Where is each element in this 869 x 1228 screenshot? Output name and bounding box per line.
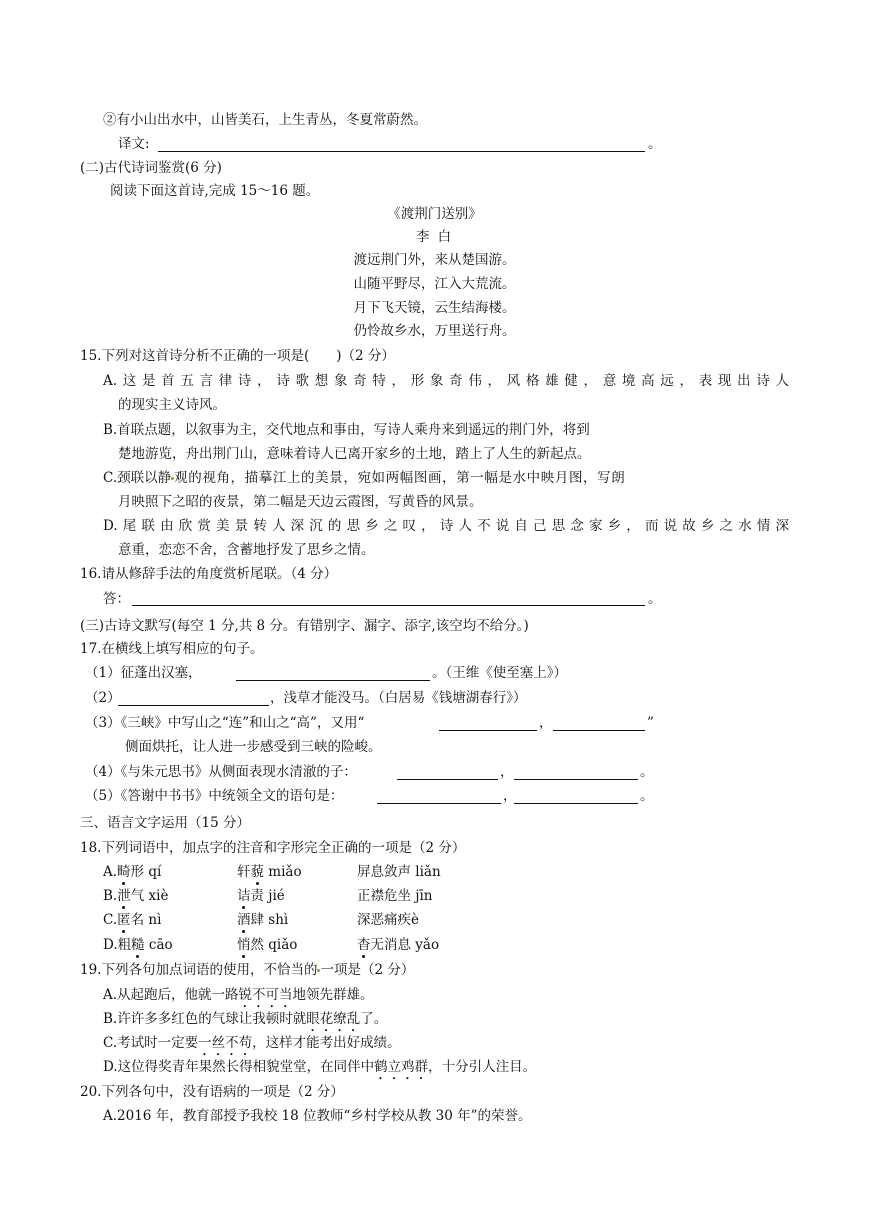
q19-option-a: A.从起跑后，他就一路锐不可当地领先群雄。 [103, 987, 374, 1003]
q15-option-d-line2: 意重，恋恋不舍，含蓄地抒发了思乡之情。 [118, 542, 375, 558]
q15-option-a-line1: A.这是首五言律诗，诗歌想象奇特，形象奇伟，风格雄健，意境高远，表现出诗人 [103, 373, 789, 389]
poem-author: 李 白 [415, 229, 454, 245]
q18-b-word1: B.泄气 xiè [103, 888, 169, 904]
q15-option-b-line1: B.首联点题，以叙事为主，交代地点和事由，写诗人乘舟来到遥远的荆门外，将到 [103, 422, 590, 438]
q17-item1-prefix: （1）征蓬出汉塞， [85, 665, 202, 681]
q18-stem: 18.下列词语中，加点字的注音和字形完全正确的一项是（2 分） [80, 840, 466, 856]
q19-option-d: D.这位得奖青年果然长得相貌堂堂，在同伴中鹤立鸡群，十分引人注目。 [103, 1059, 537, 1075]
q17-item3-comma: ， [539, 715, 553, 731]
q15-option-c-part1: C.颈联以静 [103, 470, 172, 486]
q18-d-word3: 杳无消息 yǎo [357, 937, 440, 953]
q20-option-a: A.2016 年，教育部授予我校 18 位教师“乡村学校从教 30 年”的荣誉。 [103, 1108, 532, 1124]
q17-item3-line2: 侧面烘托，让人进一步感受到三峡的险峻。 [125, 739, 382, 755]
q15-option-c-line1 [103, 468, 625, 488]
q17-item4-prefix: （4）《与朱元思书》从侧面表现水清澈的子： [85, 764, 357, 780]
translation-label: 译文: [118, 136, 150, 152]
q19-option-b: B.许许多多红色的气球让我顿时就眼花缭乱了。 [103, 1011, 388, 1027]
q15-option-b-line2: 楚地游览，舟出荆门山，意味着诗人已离开家乡的土地，踏上了人生的新起点。 [118, 446, 591, 462]
q17-item5-prefix: （5）《答谢中书书》中统领全文的语句是： [85, 788, 344, 804]
q17-item2-prefix: （2） [85, 690, 121, 706]
poem-line-3: 月下飞天镜，云生结海楼。 [353, 300, 516, 316]
q17-stem: 17.在横线上填写相应的句子。 [80, 641, 264, 657]
q17-item3-prefix: （3）《三峡》中写山之“连”和山之“高”，又用“ [85, 715, 365, 731]
translation-end-mark: 。 [648, 136, 662, 152]
q18-a-word1: A.畸形 qí [103, 864, 162, 880]
q17-item4-comma: ， [500, 764, 514, 780]
q15-option-d-line1: D.尾联由欣赏美景转人深沉的思乡之叹，诗人不说自己思念家乡，而说故乡之水情深 [103, 518, 789, 534]
q17-item2-blank[interactable] [118, 705, 269, 706]
q16-stem: 16.请从修辞手法的角度赏析尾联。（4 分） [80, 566, 338, 582]
q18-b-word2: 诘责 jié [237, 888, 285, 904]
q18-c-word3: 深恶痛疾è [357, 912, 419, 928]
q17-item4-blank-2[interactable] [514, 779, 638, 780]
q17-item5-comma: ， [503, 788, 517, 804]
q18-c-word1: C.匿名 nì [103, 912, 162, 928]
q17-item5-blank-2[interactable] [514, 803, 638, 804]
q18-d-word1: D.粗糙 cāo [103, 937, 173, 953]
q16-answer-label: 答： [103, 591, 130, 607]
q18-c-word2: 酒肆 shì [237, 912, 289, 928]
q18-b-word3: 正襟危坐 jīn [357, 888, 433, 904]
q17-item2-suffix: ，浅草才能没马。（白居易《钱塘湖春行》） [270, 690, 527, 706]
q18-d-word2: 悄然 qiǎo [237, 937, 298, 953]
poem-title: 《渡荆门送别》 [387, 206, 482, 222]
q19-option-c: C.考试时一定要一丝不苟，这样才能考出好成绩。 [103, 1035, 401, 1051]
poem-line-2: 山随平野尽，江入大荒流。 [353, 276, 516, 292]
q17-item1-suffix: 。（王维《使至塞上》） [432, 665, 567, 681]
section-heading-poetry: (二)古代诗词鉴赏(6 分) [80, 160, 222, 176]
q15-option-c-part2: 观的视角，描摹江上的美景，宛如两幅图画，第一幅是水中映月图，写朗 [174, 470, 626, 486]
part3-heading: 三、语言文字运用（15 分） [80, 815, 250, 831]
q15-stem: 15.下列对这首诗分析不正确的一项是( )（2 分） [80, 348, 395, 364]
q20-stem: 20.下列各句中，没有语病的一项是（2 分） [80, 1084, 344, 1100]
q16-answer-line[interactable] [132, 605, 645, 606]
poem-line-1: 渡远荆门外，来从楚国游。 [353, 252, 516, 268]
q17-item4-end-mark: 。 [640, 764, 654, 780]
section-heading-dictation: (三)古诗文默写(每空 1 分,共 8 分。有错别字、漏字、添字,该空均不给分。) [80, 618, 529, 634]
poem-line-4: 仍怜故乡水，万里送行舟。 [353, 323, 516, 339]
q16-end-mark: 。 [648, 591, 662, 607]
q17-item5-blank-1[interactable] [377, 803, 501, 804]
q17-item5-end-mark: 。 [640, 788, 654, 804]
q17-item3-blank-2[interactable] [553, 730, 645, 731]
classical-sentence-2: ②有小山出水中，山皆美石，上生青丛，冬夏常蔚然。 [103, 112, 427, 128]
q19-stem: 19.下列各句加点词语的使用，不恰当的 一项是（2 分） [80, 962, 415, 978]
q15-option-c-line2: 月映照下之昭的夜景，第二幅是天边云霞图，写黄昏的风景。 [118, 494, 483, 510]
q17-item3-endquote: ” [647, 715, 654, 731]
translation-answer-line[interactable] [158, 151, 645, 152]
poetry-intro: 阅读下面这首诗,完成 15～16 题。 [110, 183, 320, 199]
q17-item4-blank-1[interactable] [397, 779, 498, 780]
q17-item3-blank-1[interactable] [439, 730, 537, 731]
q17-item1-blank[interactable] [236, 680, 430, 681]
q15-option-a-line2: 的现实主义诗风。 [118, 397, 226, 413]
q18-a-word3: 屏息敛声 liǎn [357, 864, 441, 880]
q18-a-word2: 轩藐 miǎo [237, 864, 302, 880]
